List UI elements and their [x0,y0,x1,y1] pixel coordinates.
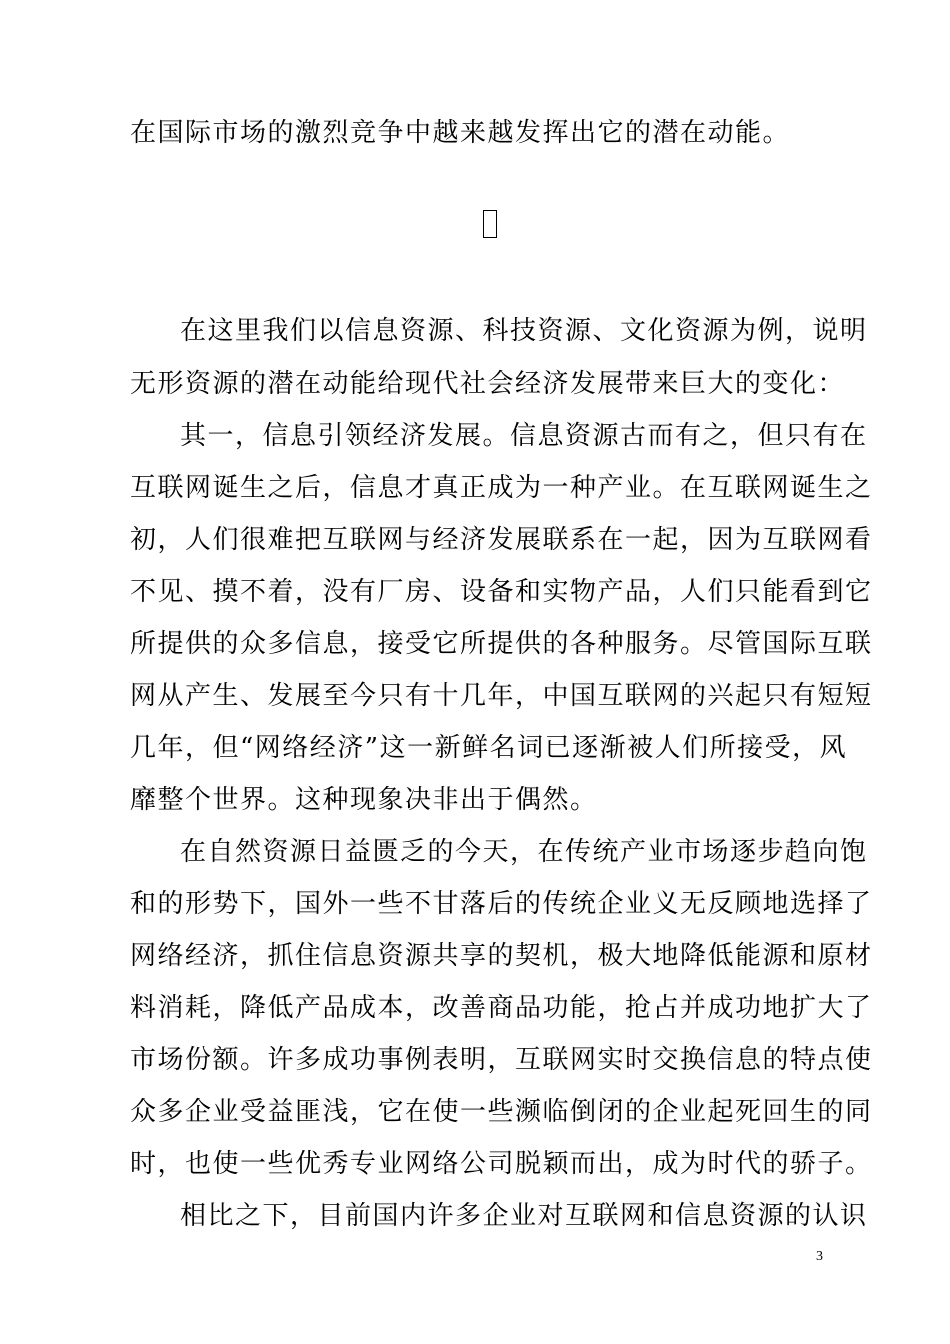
text-line: 市场份额。许多成功事例表明，互联网实时交换信息的特点使 [130,1045,873,1075]
text-line: 在国际市场的激烈竞争中越来越发挥出它的潜在动能。 [130,118,791,148]
text-line: 初，人们很难把互联网与经济发展联系在一起，因为互联网看 [130,525,873,555]
text-line: 网络经济，抓住信息资源共享的契机，极大地降低能源和原材 [130,941,873,971]
text-line: 所提供的众多信息，接受它所提供的各种服务。尽管国际互联 [130,629,873,659]
text-line: 无形资源的潜在动能给现代社会经济发展带来巨大的变化： [130,369,846,399]
text-line: 几年，但“网络经济”这一新鲜名词已逐渐被人们所接受，风 [130,733,848,763]
text-line: 时，也使一些优秀专业网络公司脱颖而出，成为时代的骄子。 [130,1149,873,1179]
text-line: 和的形势下，国外一些不甘落后的传统企业义无反顾地选择了 [130,889,873,919]
text-line: 网从产生、发展至今只有十几年，中国互联网的兴起只有短短 [130,681,873,711]
text-line: 料消耗，降低产品成本，改善商品功能，抢占并成功地扩大了 [130,993,873,1023]
text-line: 其一，信息引领经济发展。信息资源古而有之，但只有在 [180,421,868,451]
page-number: 3 [816,1249,823,1264]
text-line: 靡整个世界。这种现象决非出于偶然。 [130,785,598,815]
text-line: 在自然资源日益匮乏的今天，在传统产业市场逐步趋向饱 [180,837,868,867]
text-line: 众多企业受益匪浅，它在使一些濒临倒闭的企业起死回生的同 [130,1097,873,1127]
text-line: 在这里我们以信息资源、科技资源、文化资源为例，说明 [180,316,868,346]
text-line: 相比之下，目前国内许多企业对互联网和信息资源的认识 [180,1201,868,1231]
text-line: 不见、摸不着，没有厂房、设备和实物产品，人们只能看到它 [130,577,873,607]
text-line: 互联网诞生之后，信息才真正成为一种产业。在互联网诞生之 [130,473,873,503]
placeholder-glyph-icon [483,210,497,238]
